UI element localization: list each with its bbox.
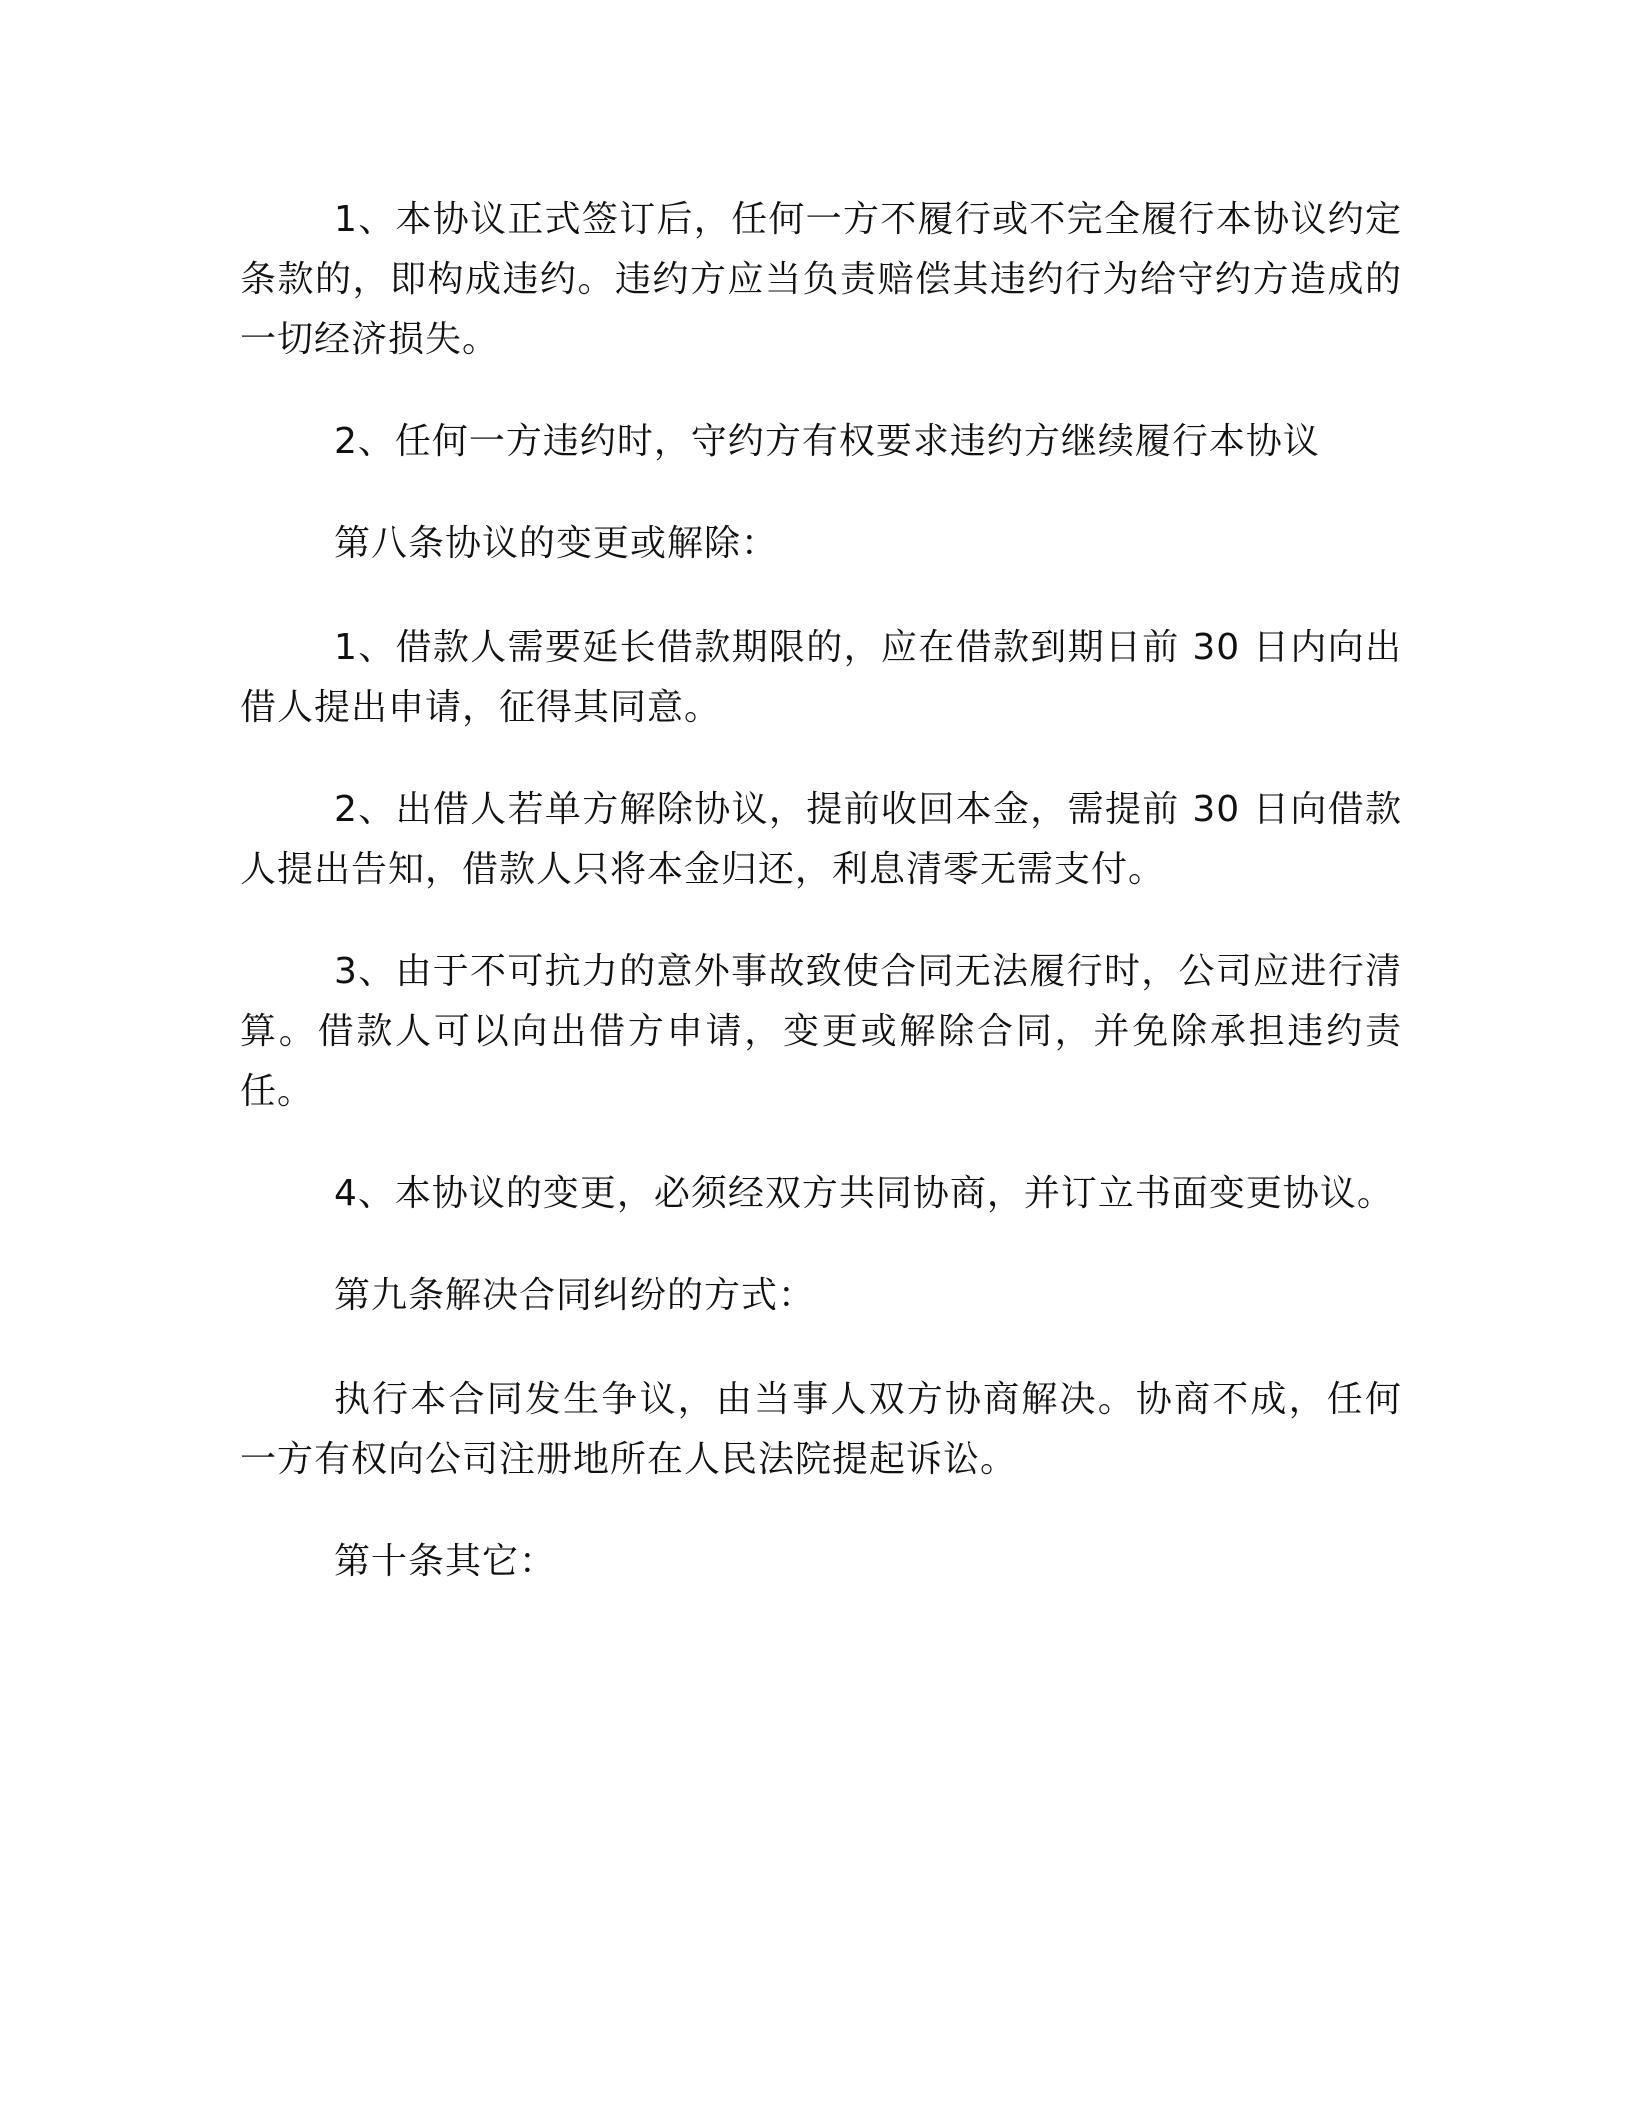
clause-7-item-2: 2、任何一方违约时，守约方有权要求违约方继续履行本协议 (334, 421, 1320, 462)
article-8-heading: 第八条协议的变更或解除： (334, 523, 779, 564)
article-8-item-4: 4、本协议的变更，必须经双方共同协商，并订立书面变更协议。 (334, 1173, 1394, 1214)
document-page (240, 190, 1402, 1636)
article-8-item-3: 3、由于不可抗力的意外事故致使合同无法履行时，公司应进行清算。借款人可以向出借方申请，变更或解除合同，并免除承担违约责任。 (240, 951, 1402, 1112)
article-8-item-1: 1、借款人需要延长借款期限的，应在借款到期日前 30 日内向出借人提出申请，征得其同意。 (240, 627, 1402, 728)
clause-7-item-1: 1、本协议正式签订后，任何一方不履行或不完全履行本协议约定条款的，即构成违约。违约方应当负责赔偿其违约行为给守约方造成的一切经济损失。 (240, 199, 1402, 360)
article-9-body: 执行本合同发生争议，由当事人双方协商解决。协商不成，任何一方有权向公司注册地所在人民法院提起诉讼。 (240, 1379, 1402, 1480)
article-9-heading: 第九条解决合同纠纷的方式： (334, 1275, 816, 1316)
article-10-heading: 第十条其它： (334, 1541, 557, 1582)
article-8-item-2: 2、出借人若单方解除协议，提前收回本金，需提前 30 日向借款人提出告知，借款人只将本金归还，利息清零无需支付。 (240, 789, 1402, 890)
